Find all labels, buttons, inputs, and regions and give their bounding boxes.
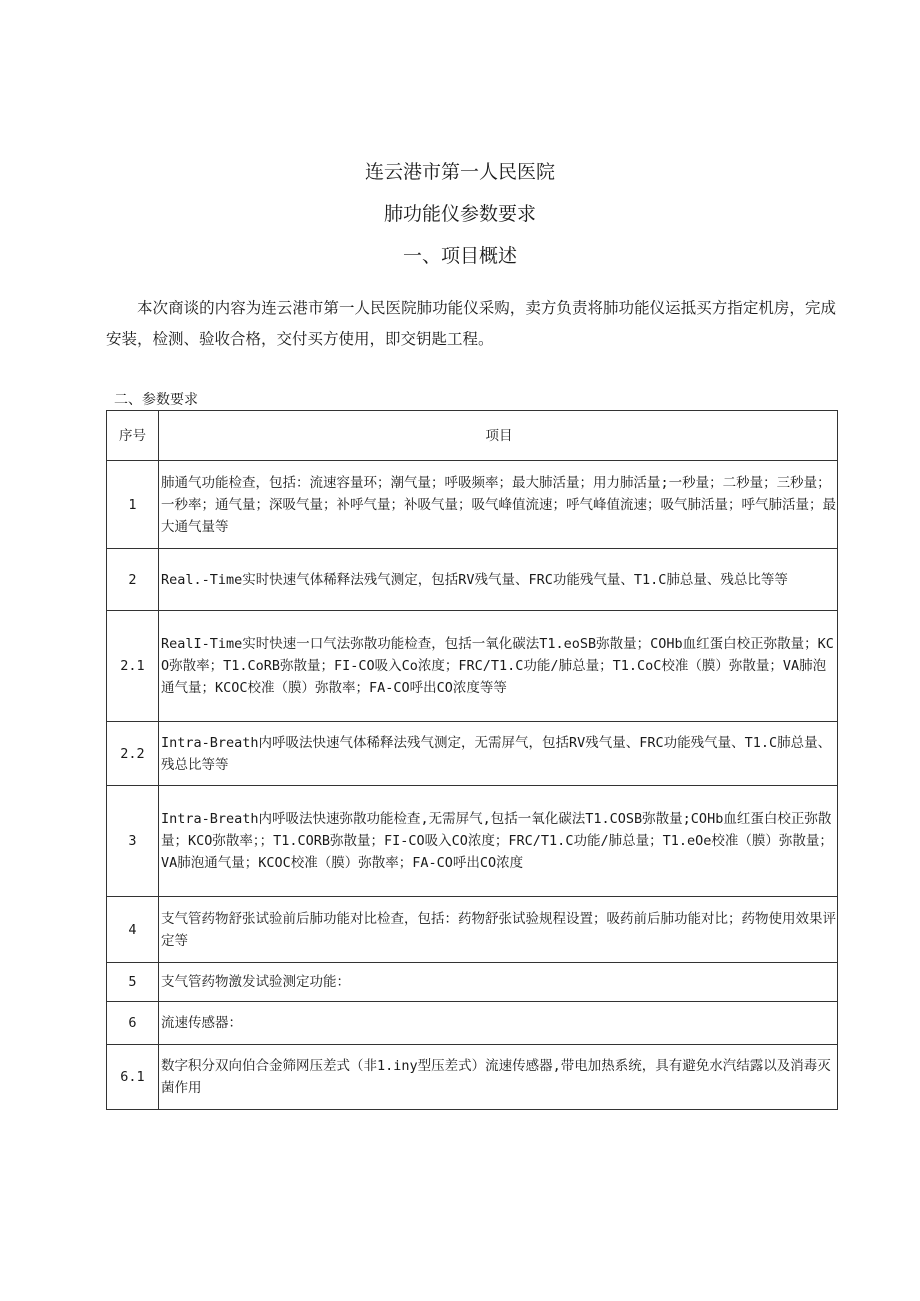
table-row <box>107 1002 838 1045</box>
table-row <box>107 897 838 963</box>
row-item: Real.-Time实时快速气体稀释法残气测定，包括RV残气量、FRC功能残气量、T1.C肺总量、残总比等等 <box>159 549 838 611</box>
row-item: 支气管药物舒张试验前后肺功能对比检查，包括：药物舒张试验规程设置；吸药前后肺功能对比；药物使用效果评定等 <box>159 897 838 963</box>
header-item: 项目 <box>159 411 838 461</box>
row-item: 支气管药物激发试验测定功能： <box>159 963 838 1002</box>
row-item: 流速传感器： <box>159 1002 838 1045</box>
table-row <box>107 963 838 1002</box>
table-row <box>107 549 838 611</box>
header-seq: 序号 <box>107 411 159 461</box>
row-seq: 2.1 <box>107 611 159 722</box>
section-label-parameters: 二、参数要求 <box>114 392 198 408</box>
table-row <box>107 1045 838 1110</box>
row-seq: 3 <box>107 786 159 897</box>
row-seq: 2 <box>107 549 159 611</box>
row-item: Intra-Breath内呼吸法快速气体稀释法残气测定，无需屏气，包括RV残气量、FRC功能残气量、T1.C肺总量、残总比等等 <box>159 722 838 786</box>
row-seq: 1 <box>107 461 159 549</box>
row-item: Intra-Breath内呼吸法快速弥散功能检查,无需屏气,包括一氧化碳法T1.COSB弥散量;COHb血红蛋白校正弥散量；KCO弥散率；；T1.CORB弥散量；FI-CO吸入CO浓度；FRC/T1.C功能/肺总量；T1.eOe校准（膜）弥散量；VA肺泡通气量；KCOC校准（膜）弥散率；FA-CO呼出CO浓度 <box>159 786 838 897</box>
table-row <box>107 722 838 786</box>
section-heading-overview: 一、项目概述 <box>402 245 517 267</box>
row-seq: 5 <box>107 963 159 1002</box>
table-row <box>107 461 838 549</box>
row-item: RealI-Time实时快速一口气法弥散功能检查，包括一氧化碳法T1.eoSB弥散量；COHb血红蛋白校正弥散量；KCO弥散率；T1.CoRB弥散量；FI-CO吸入Co浓度；FRC/T1.C功能/肺总量；T1.CoC校准（膜）弥散量；VA肺泡通气量；KCOC校准（膜）弥散率；FA-CO呼出CO浓度等等 <box>159 611 838 722</box>
intro-paragraph: 本次商谈的内容为连云港市第一人民医院肺功能仪采购，卖方负责将肺功能仪运抵买方指定机房，完成安装，检测、验收合格，交付买方使用，即交钥匙工程。 <box>106 299 836 348</box>
row-seq: 6 <box>107 1002 159 1045</box>
row-seq: 2.2 <box>107 722 159 786</box>
row-item: 肺通气功能检查，包括：流速容量环；潮气量；呼吸频率；最大肺活量；用力肺活量;一秒量；二秒量；三秒量；一秒率；通气量；深吸气量；补呼气量；补吸气量；吸气峰值流速；呼气峰值流速；吸气肺活量；呼气肺活量；最大通气量等 <box>159 461 838 549</box>
row-seq: 6.1 <box>107 1045 159 1110</box>
document-title: 连云港市第一人民医院 <box>364 161 555 183</box>
row-item: 数字积分双向伯合金筛网压差式（非1.iny型压差式）流速传感器,带电加热系统，具有避免水汽结露以及消毒灭菌作用 <box>159 1045 838 1110</box>
table-header-row <box>107 411 838 461</box>
table-row <box>107 786 838 897</box>
table-row <box>107 611 838 722</box>
row-seq: 4 <box>107 897 159 963</box>
document-subtitle: 肺功能仪参数要求 <box>383 203 536 225</box>
parameter-table <box>106 410 838 1110</box>
